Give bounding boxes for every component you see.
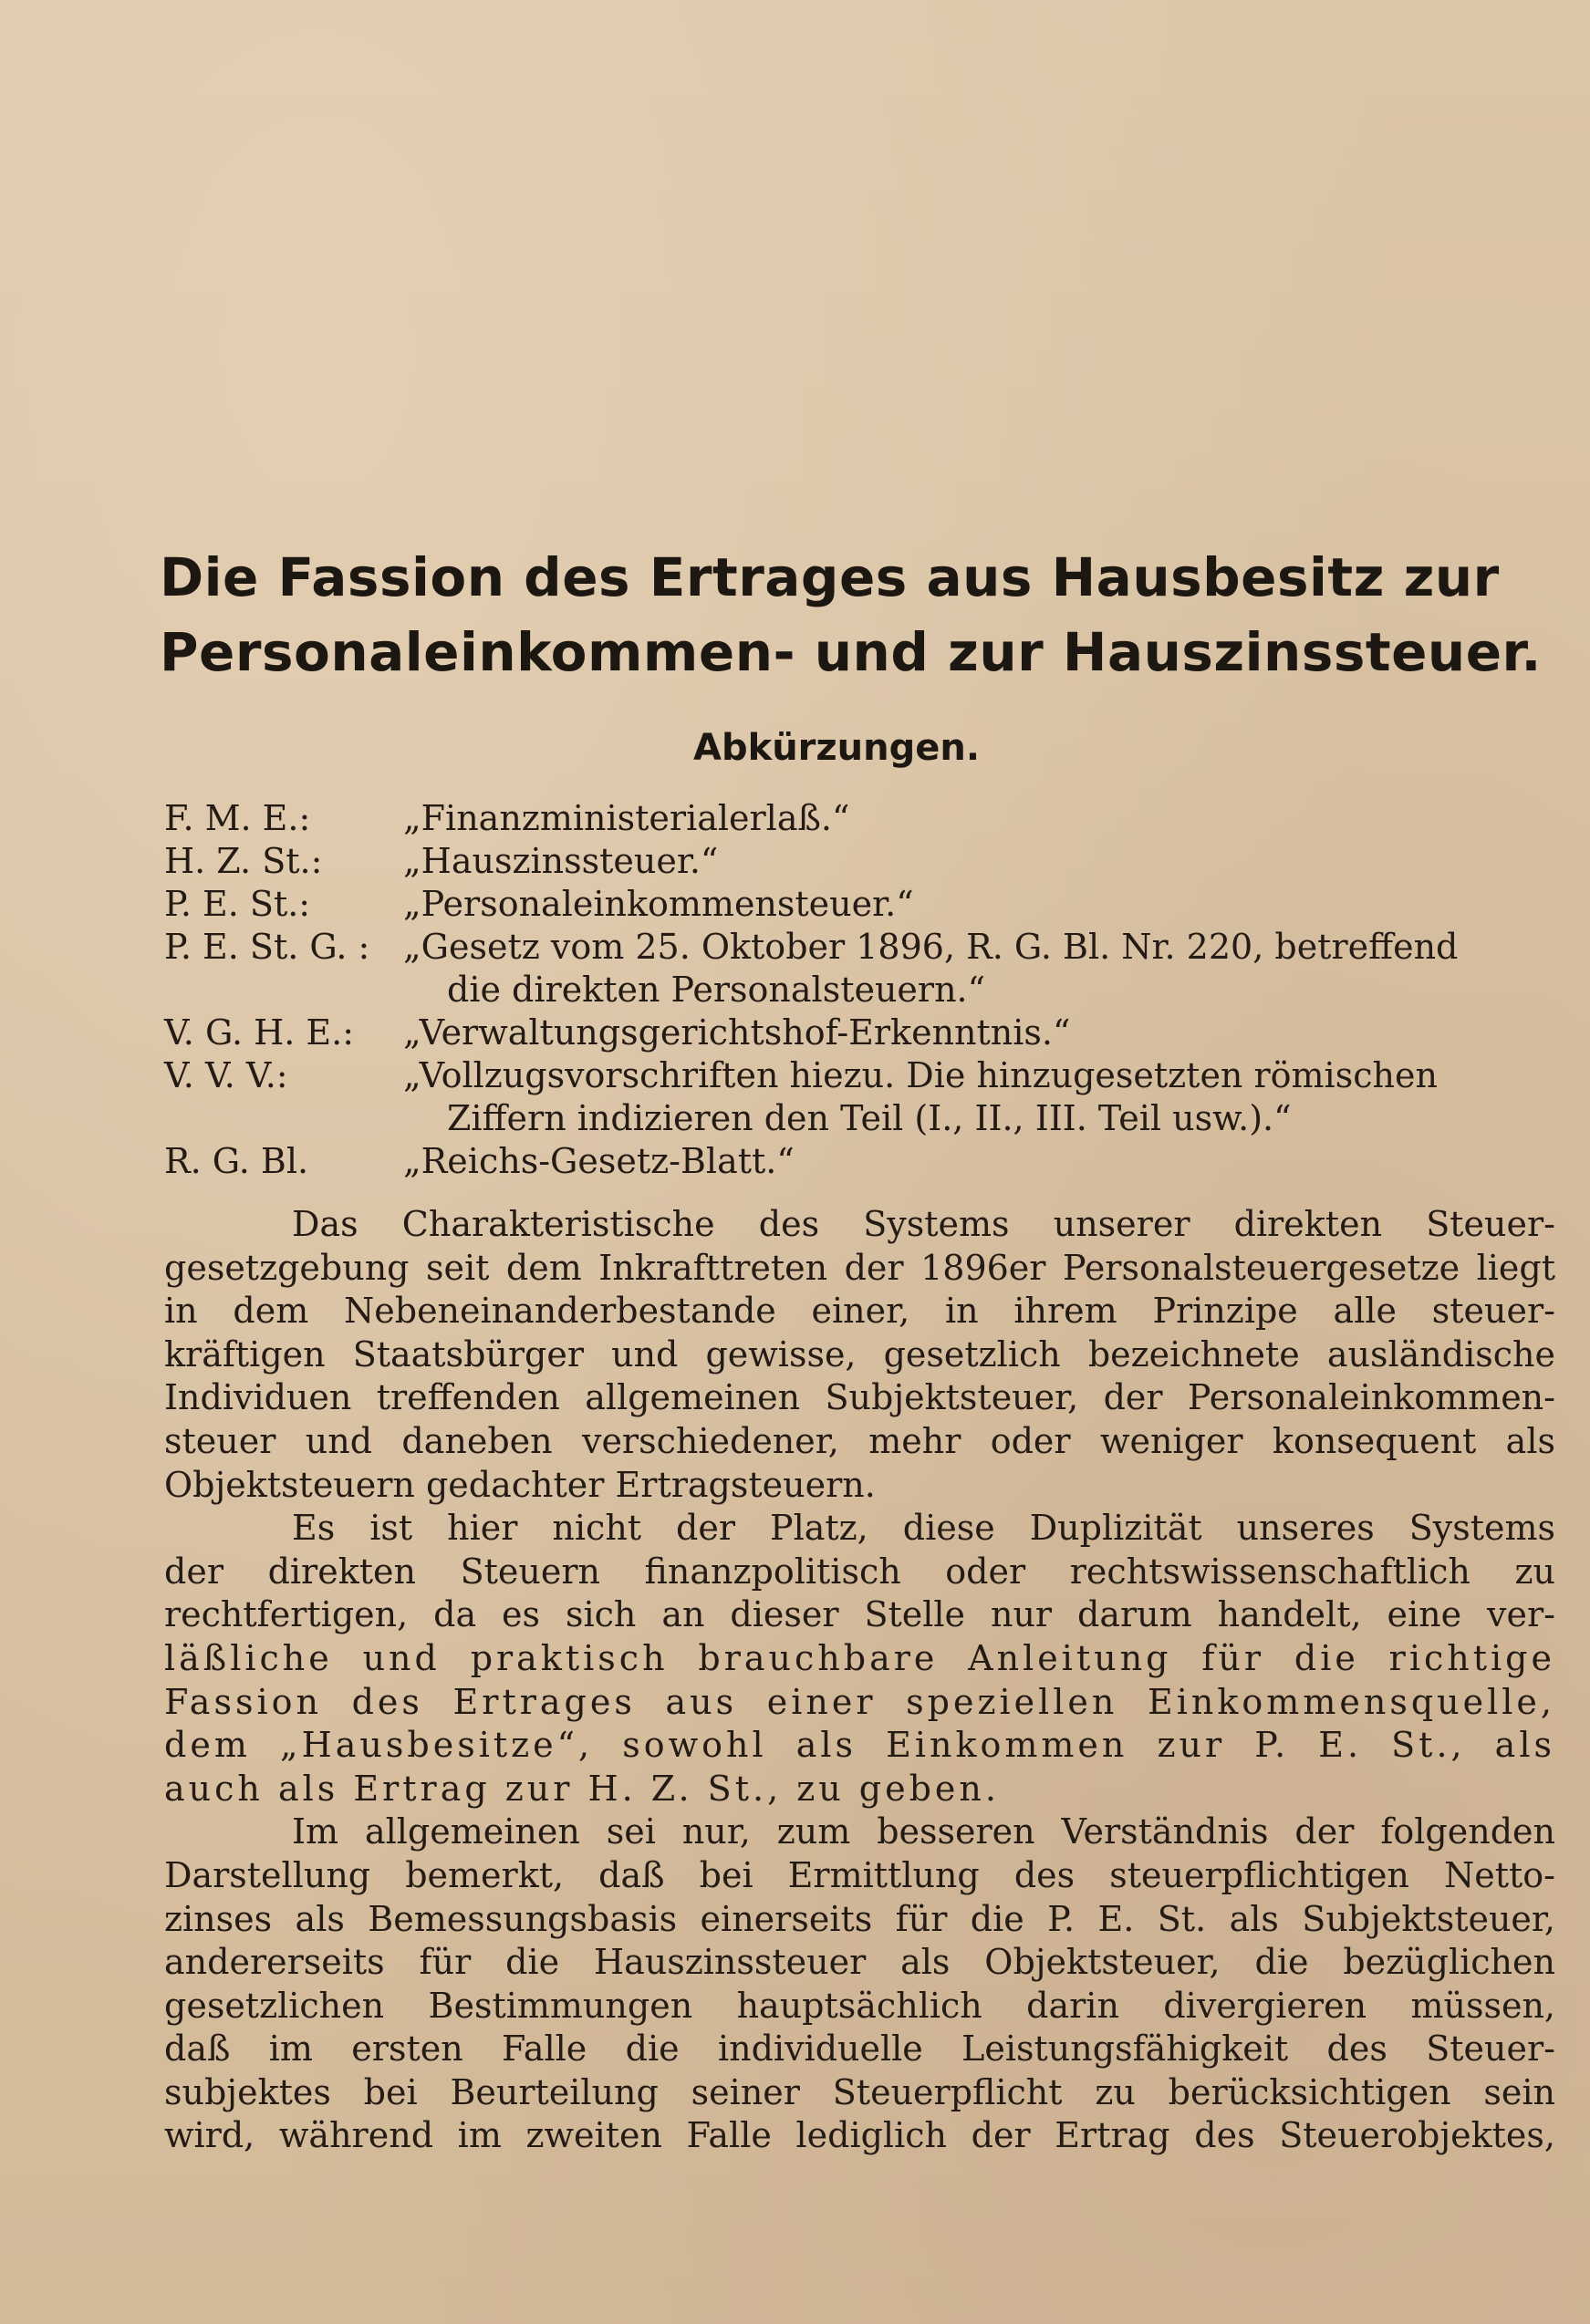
paragraph-line: zinses als Bemessungsbasis einerseits für die P. E. St. als Subjektsteuer,	[164, 1898, 1555, 1939]
paragraph-line: Im allgemeinen sei nur, zum besseren Verständnis der folgenden	[292, 1811, 1555, 1852]
paragraph-line: gesetzgebung seit dem Inkrafttreten der 1896er Personalsteuergesetze liegt	[164, 1247, 1555, 1288]
paragraph-line: Das Charakteristische des Systems unserer direkten Steuer-	[292, 1204, 1555, 1244]
abbreviation-row	[164, 840, 1555, 883]
page-title	[160, 540, 1555, 690]
abbreviation-row	[164, 883, 1555, 926]
definition-line: Ziffern indizieren den Teil (I., II., III. Teil usw.).“	[447, 1098, 1292, 1138]
paragraph-line: Darstellung bemerkt, daß bei Ermittlung des steuerpflichtigen Netto-	[164, 1854, 1555, 1895]
paragraph-line: in dem Nebeneinanderbestande einer, in ihrem Prinzipe alle steuer-	[164, 1291, 1555, 1332]
paragraph-line: dem „Hausbesitze“, sowohl als Einkommen zur P. E. St., als	[164, 1725, 1555, 1766]
definition-line: „Hauszinssteuer.“	[403, 841, 719, 881]
abbreviation-definition	[403, 1140, 1555, 1183]
abbreviation-definition	[403, 926, 1555, 1012]
paragraph-line: kräftigen Staatsbürger und gewisse, gesetzlich bezeichnete ausländische	[164, 1333, 1555, 1375]
abbreviation-row	[164, 1140, 1555, 1183]
paragraph-line: auch als Ertrag zur H. Z. St., zu geben.	[164, 1768, 1000, 1809]
definition-line: „Finanzministerialerlaß.“	[403, 798, 850, 838]
abbreviations-heading: Abkürzungen.	[693, 727, 981, 769]
abbreviation-definition	[403, 883, 1555, 926]
title-line-1: Die Fassion des Ertrages aus Hausbesitz zur	[160, 546, 1500, 608]
abbreviation-key: R. G. Bl.	[164, 1141, 309, 1181]
abbreviation-key: V. V. V.:	[164, 1055, 288, 1095]
abbreviation-key: P. E. St. G. :	[164, 927, 370, 967]
abbreviation-row	[164, 1012, 1555, 1054]
paragraph-line: wird, während im zweiten Falle lediglich der Ertrag des Steuerobjektes,	[164, 2115, 1555, 2156]
abbreviations-list	[164, 797, 1555, 1183]
definition-line: „Vollzugsvorschriften hiezu. Die hinzugesetzten römischen	[403, 1055, 1438, 1095]
abbreviation-row	[164, 926, 1555, 1012]
title-line-2: Personaleinkommen- und zur Hauszinssteuer.	[160, 621, 1542, 683]
paragraph-line: Es ist hier nicht der Platz, diese Duplizität unseres Systems	[292, 1508, 1555, 1549]
paragraph-line: rechtfertigen, da es sich an dieser Stelle nur darum handelt, eine ver-	[164, 1594, 1555, 1635]
abbreviation-definition	[403, 1012, 1555, 1054]
definition-line: „Personaleinkommensteuer.“	[403, 884, 914, 924]
abbreviation-key: P. E. St.:	[164, 884, 311, 924]
paragraph-line: subjektes bei Beurteilung seiner Steuerpflicht zu berücksichtigen sein	[164, 2071, 1555, 2112]
abbreviation-key: H. Z. St.:	[164, 841, 323, 881]
show-through-text	[160, 233, 1482, 276]
abbreviation-definition	[403, 797, 1555, 840]
paragraph-line: der direkten Steuern finanzpolitisch oder rechtswissenschaftlich zu	[164, 1551, 1555, 1592]
paragraph-line: Fassion des Ertrages aus einer speziellen Einkommensquelle,	[164, 1681, 1555, 1722]
paragraph-line: daß im ersten Falle die individuelle Leistungsfähigkeit des Steuer-	[164, 2028, 1555, 2070]
body-text	[164, 1203, 1555, 2158]
definition-line: die direkten Personalsteuern.“	[447, 970, 986, 1010]
abbreviation-definition	[403, 840, 1555, 883]
abbreviation-row	[164, 1054, 1555, 1140]
abbreviation-row	[164, 797, 1555, 840]
abbreviation-key: V. G. H. E.:	[164, 1012, 355, 1053]
abbreviation-definition	[403, 1054, 1555, 1140]
definition-line: „Gesetz vom 25. Oktober 1896, R. G. Bl. Nr. 220, betreffend	[403, 927, 1459, 967]
paragraph-line: gesetzlichen Bestimmungen hauptsächlich darin divergieren müssen,	[164, 1985, 1555, 2026]
definition-line: „Reichs-Gesetz-Blatt.“	[403, 1141, 795, 1181]
abbreviation-key: F. M. E.:	[164, 798, 311, 838]
paragraph-line: andererseits für die Hauszinssteuer als Objektsteuer, die bezüglichen	[164, 1942, 1555, 1983]
paragraph-line: Individuen treffenden allgemeinen Subjektsteuer, der Personaleinkommen-	[164, 1377, 1555, 1418]
paragraph-line: Objektsteuern gedachter Ertragsteuern.	[164, 1464, 876, 1505]
definition-line: „Verwaltungsgerichtshof-Erkenntnis.“	[403, 1012, 1071, 1053]
paragraph-line: läßliche und praktisch brauchbare Anleitung für die richtige	[164, 1637, 1555, 1678]
paragraph-line: steuer und daneben verschiedener, mehr oder weniger konsequent als	[164, 1420, 1555, 1461]
